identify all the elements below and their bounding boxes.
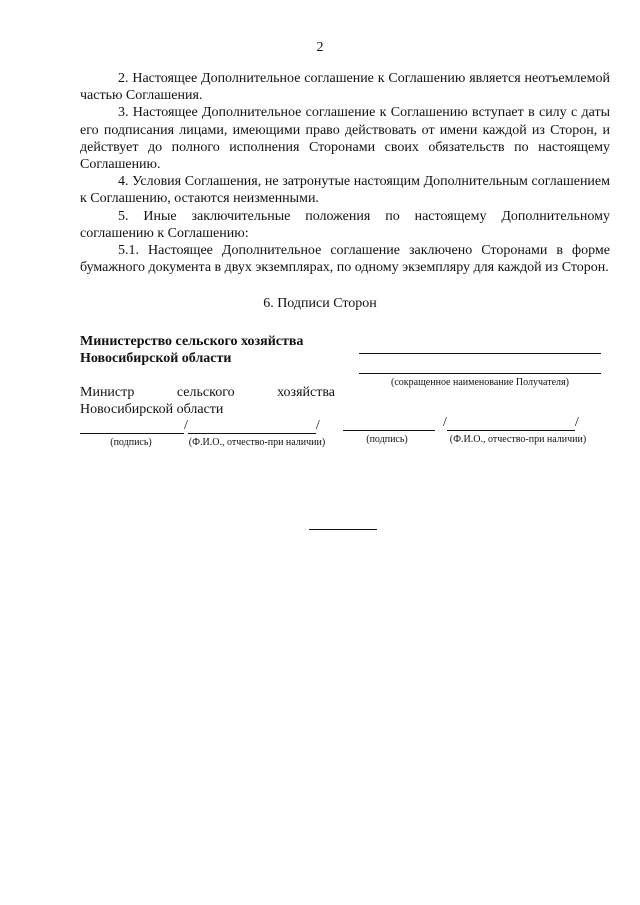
name-caption: (Ф.И.О., отчество-при наличии)	[188, 437, 326, 448]
signatory-title-word1: Министр	[80, 385, 135, 400]
recipient-name-field-line1[interactable]	[359, 340, 601, 354]
ministry-name-line1: Министерство сельского хозяйства	[80, 334, 304, 349]
slash-separator: /	[315, 418, 320, 433]
name-caption: (Ф.И.О., отчество-при наличии)	[449, 434, 587, 445]
paragraph-5-1: 5.1. Настоящее Дополнительное соглашение заключено Сторонами в форме бумажного документа в двух экземплярах, по одному экземпляру для каждой из Сторон.	[80, 243, 610, 276]
ministry-name	[80, 333, 335, 367]
recipient-caption: (сокращенное наименование Получателя)	[391, 377, 569, 388]
signatory-title-line2: Новосибирской области	[80, 402, 224, 417]
ministry-name-line2: Новосибирской области	[80, 351, 232, 366]
slash-separator: /	[443, 415, 447, 430]
signatory-title	[80, 384, 335, 418]
signature-caption: (подпись)	[366, 434, 408, 445]
signatory-title-word2: сельского	[176, 385, 235, 400]
signatory-title-word3: хозяйства	[277, 385, 335, 400]
paragraph-2: 2. Настоящее Дополнительное соглашение к Соглашению является неотъемлемой частью Соглашения.	[80, 71, 610, 104]
end-of-document-rule	[309, 529, 377, 530]
ministry-name-field[interactable]	[188, 419, 316, 434]
recipient-name-field[interactable]	[447, 416, 575, 431]
recipient-name-field-line2[interactable]	[359, 360, 601, 374]
paragraph-5: 5. Иные заключительные положения по настоящему Дополнительному соглашению к Соглашению:	[80, 208, 610, 241]
ministry-signature-field[interactable]	[80, 419, 184, 434]
document-body	[80, 70, 610, 276]
recipient-signature-field[interactable]	[343, 416, 435, 431]
paragraph-3: 3. Настоящее Дополнительное соглашение к Соглашению вступает в силу с даты его подписания лицами, имеющими право действовать от имени каждой из Сторон, и действует до полного исполнения Сторонами своих обязательств по настоящему Соглашению.	[80, 105, 610, 173]
slash-separator: /	[574, 415, 579, 430]
ministry-signature-line	[80, 418, 335, 434]
page-number: 2	[316, 40, 324, 55]
recipient-signature-block	[343, 333, 605, 445]
ministry-signature-block	[80, 333, 335, 448]
section-heading: 6. Подписи Сторон	[263, 296, 377, 311]
paragraph-4: 4. Условия Соглашения, не затронутые настоящим Дополнительным соглашением к Соглашению, остаются неизменными.	[80, 174, 610, 207]
recipient-signature-line	[343, 415, 605, 431]
slash-separator: /	[184, 418, 188, 433]
signature-caption: (подпись)	[110, 437, 152, 448]
